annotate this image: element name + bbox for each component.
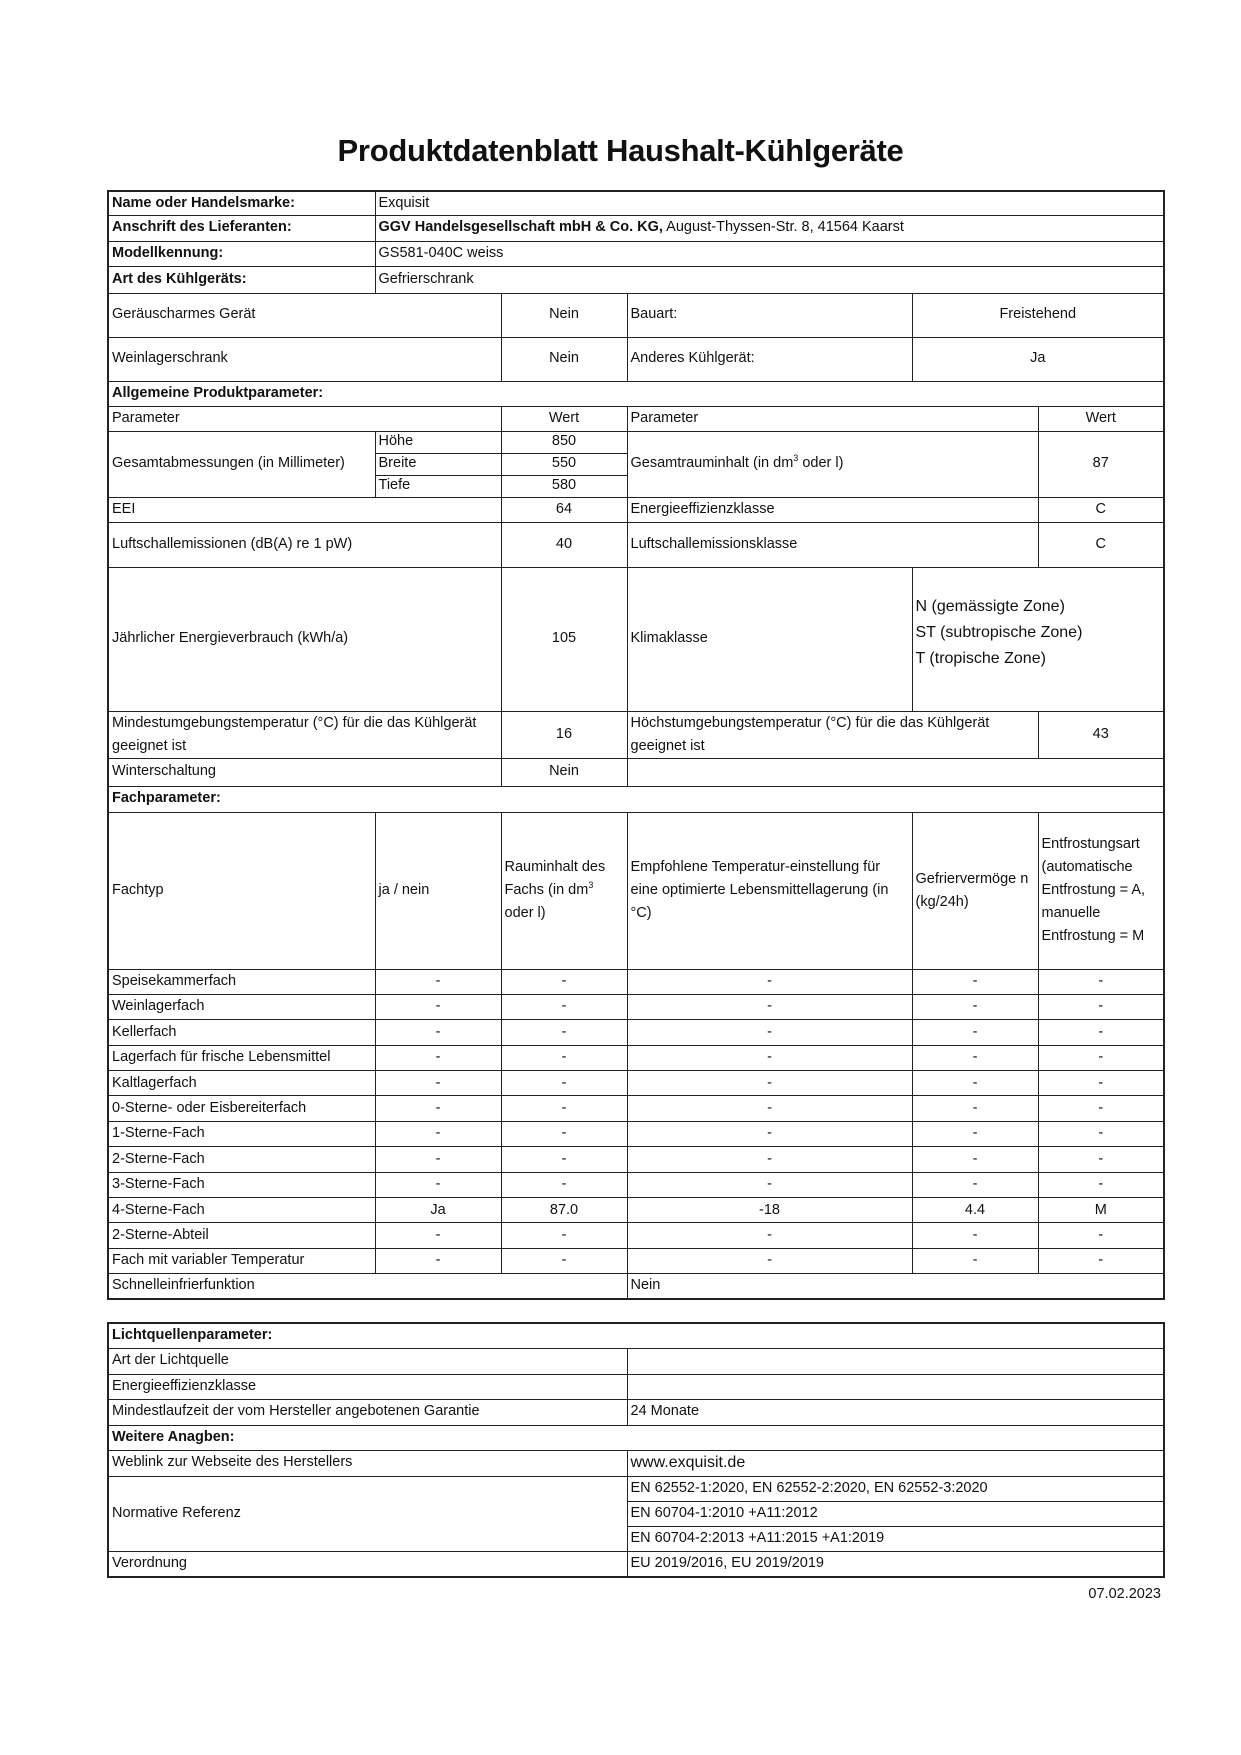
product-data-table [107, 190, 1165, 1300]
compartment-type: Lagerfach für frische Lebensmittel [108, 1045, 375, 1070]
row-further-section [108, 1425, 1164, 1450]
compartment-defrost: - [1038, 1096, 1164, 1121]
row-general-header [108, 406, 1164, 431]
weblink-label: Weblink zur Webseite des Herstellers [108, 1450, 627, 1476]
col-value-right: Wert [1038, 406, 1164, 431]
col-param-left: Parameter [108, 406, 501, 431]
compartment-temp: - [627, 1096, 912, 1121]
light-and-further-table [107, 1322, 1165, 1578]
table-row [108, 1071, 1164, 1096]
supplier-address: August-Thyssen-Str. 8, 41564 Kaarst [662, 219, 904, 236]
compartment-defrost: - [1038, 1223, 1164, 1248]
norm-label: Normative Referenz [108, 1476, 627, 1551]
noise-label: Luftschallemissionen (dB(A) re 1 pW) [108, 522, 501, 567]
compartment-type: 3-Sterne-Fach [108, 1172, 375, 1197]
compartment-yes-no: - [375, 1121, 501, 1146]
table-row [108, 994, 1164, 1019]
winter-label: Winterschaltung [108, 758, 501, 786]
table-row [108, 1121, 1164, 1146]
light-source-value [627, 1348, 1164, 1374]
row-weblink [108, 1450, 1164, 1476]
compartment-volume: - [501, 1147, 627, 1172]
compartment-temp: - [627, 1172, 912, 1197]
col-yes-no: ja / nein [375, 812, 501, 969]
compartment-volume: - [501, 1071, 627, 1096]
noise-value: 40 [501, 522, 627, 567]
model-value: GS581-040C weiss [375, 241, 1164, 266]
compartment-volume: - [501, 1223, 627, 1248]
total-volume-label: Gesamtrauminhalt (in $dm^3$ oder l) [627, 431, 1038, 497]
climate-value-t: T (tropische Zone) [915, 649, 1046, 667]
width-label: Breite [375, 453, 501, 475]
appliance-type-value: Gefrierschrank [375, 266, 1164, 293]
compartment-volume: 87.0 [501, 1198, 627, 1223]
compartment-freeze-capacity: 4.4 [912, 1198, 1038, 1223]
table-row [108, 1198, 1164, 1223]
compartment-yes-no: - [375, 1223, 501, 1248]
compartment-temp: - [627, 969, 912, 994]
eei-value: 64 [501, 497, 627, 522]
row-eei [108, 497, 1164, 522]
compartment-yes-no: Ja [375, 1198, 501, 1223]
max-temp-label: Höchstumgebungstemperatur (°C) für die das Kühlgerät geeignet ist [627, 711, 1038, 758]
winter-value: Nein [501, 758, 627, 786]
row-model [108, 241, 1164, 266]
row-low-noise [108, 293, 1164, 337]
brand-value: Exquisit [375, 191, 1164, 215]
row-compartment-header [108, 812, 1164, 969]
compartment-yes-no: - [375, 1147, 501, 1172]
compartment-freeze-capacity: - [912, 1147, 1038, 1172]
light-class-label: Energieeffizienzklasse [108, 1374, 627, 1399]
quick-freeze-value: Nein [627, 1274, 1164, 1299]
compartment-yes-no: - [375, 1248, 501, 1273]
compartment-type: Kellerfach [108, 1020, 375, 1045]
row-noise [108, 522, 1164, 567]
climate-values [912, 567, 1164, 711]
row-compartment-section [108, 786, 1164, 812]
compartment-temp: - [627, 994, 912, 1019]
row-appliance-type [108, 266, 1164, 293]
height-value: 850 [501, 431, 627, 453]
compartment-type: 4-Sterne-Fach [108, 1198, 375, 1223]
compartment-type: 2-Sterne-Abteil [108, 1223, 375, 1248]
compartment-temp: - [627, 1071, 912, 1096]
further-section-title: Weitere Anagben: [108, 1425, 1164, 1450]
table-row [108, 1045, 1164, 1070]
compartment-defrost: - [1038, 969, 1164, 994]
compartment-freeze-capacity: - [912, 1248, 1038, 1273]
design-label: Bauart: [627, 293, 912, 337]
compartment-volume: - [501, 1172, 627, 1197]
compartment-temp: - [627, 1020, 912, 1045]
height-label: Höhe [375, 431, 501, 453]
compartment-temp: - [627, 1045, 912, 1070]
appliance-type-label: Art des Kühlgeräts: [108, 266, 375, 293]
row-light-class [108, 1374, 1164, 1399]
supplier-value [375, 215, 1164, 241]
compartment-defrost: - [1038, 1121, 1164, 1146]
compartment-type: 0-Sterne- oder Eisbereiterfach [108, 1096, 375, 1121]
compartment-type: 1-Sterne-Fach [108, 1121, 375, 1146]
norm-value-2: EN 60704-1:2010 +A11:2012 [627, 1501, 1164, 1526]
compartment-freeze-capacity: - [912, 994, 1038, 1019]
light-source-label: Art der Lichtquelle [108, 1348, 627, 1374]
general-section-title: Allgemeine Produktparameter: [108, 381, 1164, 406]
climate-value-n: N (gemässigte Zone) [915, 597, 1065, 615]
compartment-type: Kaltlagerfach [108, 1071, 375, 1096]
warranty-value: 24 Monate [627, 1399, 1164, 1425]
compartment-defrost: M [1038, 1198, 1164, 1223]
light-section-title: Lichtquellenparameter: [108, 1323, 1164, 1348]
compartment-temp: - [627, 1121, 912, 1146]
compartment-volume: - [501, 1121, 627, 1146]
low-noise-label: Geräuscharmes Gerät [108, 293, 501, 337]
compartment-type: Speisekammerfach [108, 969, 375, 994]
col-defrost-type: Entfrostungsart (automatische Entfrostung = A, manuelle Entfrostung = M [1038, 812, 1164, 969]
compartment-defrost: - [1038, 994, 1164, 1019]
dimensions-label: Gesamtabmessungen (in Millimeter) [108, 431, 375, 497]
model-label: Modellkennung: [108, 241, 375, 266]
min-temp-label: Mindestumgebungstemperatur (°C) für die das Kühlgerät geeignet ist [108, 711, 501, 758]
design-value: Freistehend [912, 293, 1164, 337]
table-row [108, 1147, 1164, 1172]
noise-class-value: C [1038, 522, 1164, 567]
compartment-freeze-capacity: - [912, 969, 1038, 994]
compartment-yes-no: - [375, 1172, 501, 1197]
compartment-yes-no: - [375, 1071, 501, 1096]
row-light-section [108, 1323, 1164, 1348]
compartment-yes-no: - [375, 969, 501, 994]
col-volume: Rauminhalt des Fachs (in $dm^3$ oder l) [501, 812, 627, 969]
table-row [108, 1020, 1164, 1045]
document-date: 07.02.2023 [1088, 1586, 1161, 1602]
norm-value-3: EN 60704-2:2013 +A11:2015 +A1:2019 [627, 1526, 1164, 1551]
other-value: Ja [912, 337, 1164, 381]
row-dim-height [108, 431, 1164, 453]
compartment-temp: - [627, 1248, 912, 1273]
brand-label: Name oder Handelsmarke: [108, 191, 375, 215]
compartment-type: 2-Sterne-Fach [108, 1147, 375, 1172]
compartment-volume: - [501, 969, 627, 994]
quick-freeze-label: Schnelleinfrierfunktion [108, 1274, 627, 1299]
table-row [108, 1223, 1164, 1248]
row-general-section [108, 381, 1164, 406]
compartment-yes-no: - [375, 1020, 501, 1045]
compartment-defrost: - [1038, 1147, 1164, 1172]
table-row [108, 1096, 1164, 1121]
compartment-freeze-capacity: - [912, 1071, 1038, 1096]
width-value: 550 [501, 453, 627, 475]
compartment-temp: - [627, 1223, 912, 1248]
row-quick-freeze [108, 1274, 1164, 1299]
climate-label: Klimaklasse [627, 567, 912, 711]
compartment-volume: - [501, 994, 627, 1019]
compartment-freeze-capacity: - [912, 1172, 1038, 1197]
compartment-rows [108, 969, 1164, 1274]
table-row [108, 969, 1164, 994]
eei-label: EEI [108, 497, 501, 522]
row-wine [108, 337, 1164, 381]
compartment-type: Fach mit variabler Temperatur [108, 1248, 375, 1273]
max-temp-value: 43 [1038, 711, 1164, 758]
depth-label: Tiefe [375, 475, 501, 497]
wine-value: Nein [501, 337, 627, 381]
compartment-volume: - [501, 1248, 627, 1273]
total-volume-value: 87 [1038, 431, 1164, 497]
row-regulation [108, 1551, 1164, 1577]
col-freeze-capacity: Gefriervermöge n (kg/24h) [912, 812, 1038, 969]
annual-energy-value: 105 [501, 567, 627, 711]
regulation-value: EU 2019/2016, EU 2019/2019 [627, 1551, 1164, 1577]
light-class-value [627, 1374, 1164, 1399]
compartment-defrost: - [1038, 1020, 1164, 1045]
annual-energy-label: Jährlicher Energieverbrauch (kWh/a) [108, 567, 501, 711]
compartment-freeze-capacity: - [912, 1096, 1038, 1121]
col-value-left: Wert [501, 406, 627, 431]
row-light-source [108, 1348, 1164, 1374]
norm-value-1: EN 62552-1:2020, EN 62552-2:2020, EN 62552-3:2020 [627, 1476, 1164, 1501]
other-label: Anderes Kühlgerät: [627, 337, 912, 381]
compartment-defrost: - [1038, 1248, 1164, 1273]
row-warranty [108, 1399, 1164, 1425]
compartment-freeze-capacity: - [912, 1223, 1038, 1248]
row-brand [108, 191, 1164, 215]
compartment-freeze-capacity: - [912, 1121, 1038, 1146]
compartment-defrost: - [1038, 1172, 1164, 1197]
table-row [108, 1172, 1164, 1197]
compartment-volume: - [501, 1020, 627, 1045]
low-noise-value: Nein [501, 293, 627, 337]
warranty-label: Mindestlaufzeit der vom Hersteller angebotenen Garantie [108, 1399, 627, 1425]
col-fachtyp: Fachtyp [108, 812, 375, 969]
energy-class-label: Energieeffizienzklasse [627, 497, 1038, 522]
supplier-company: GGV Handelsgesellschaft mbH & Co. KG, [378, 219, 663, 236]
compartment-type: Weinlagerfach [108, 994, 375, 1019]
compartment-temp: - [627, 1147, 912, 1172]
compartment-freeze-capacity: - [912, 1020, 1038, 1045]
compartment-temp: -18 [627, 1198, 912, 1223]
row-norm-1 [108, 1476, 1164, 1501]
col-recommended-temp: Empfohlene Temperatur-einstellung für eine optimierte Lebensmittellagerung (in °C) [627, 812, 912, 969]
row-winter [108, 758, 1164, 786]
winter-empty [627, 758, 1164, 786]
row-annual-energy [108, 567, 1164, 711]
row-ambient-temp [108, 711, 1164, 758]
compartment-section-title: Fachparameter: [108, 786, 1164, 812]
compartment-defrost: - [1038, 1045, 1164, 1070]
min-temp-value: 16 [501, 711, 627, 758]
compartment-defrost: - [1038, 1071, 1164, 1096]
col-param-right: Parameter [627, 406, 1038, 431]
weblink-value[interactable]: www.exquisit.de [627, 1450, 1164, 1476]
page-title: Produktdatenblatt Haushalt-Kühlgeräte [337, 133, 904, 168]
depth-value: 580 [501, 475, 627, 497]
compartment-yes-no: - [375, 994, 501, 1019]
supplier-label: Anschrift des Lieferanten: [108, 215, 375, 241]
compartment-volume: - [501, 1045, 627, 1070]
energy-class-value: C [1038, 497, 1164, 522]
compartment-freeze-capacity: - [912, 1045, 1038, 1070]
row-supplier [108, 215, 1164, 241]
noise-class-label: Luftschallemissionsklasse [627, 522, 1038, 567]
compartment-yes-no: - [375, 1096, 501, 1121]
climate-value-st: ST (subtropische Zone) [915, 623, 1083, 641]
table-row [108, 1248, 1164, 1273]
compartment-yes-no: - [375, 1045, 501, 1070]
regulation-label: Verordnung [108, 1551, 627, 1577]
wine-label: Weinlagerschrank [108, 337, 501, 381]
compartment-volume: - [501, 1096, 627, 1121]
